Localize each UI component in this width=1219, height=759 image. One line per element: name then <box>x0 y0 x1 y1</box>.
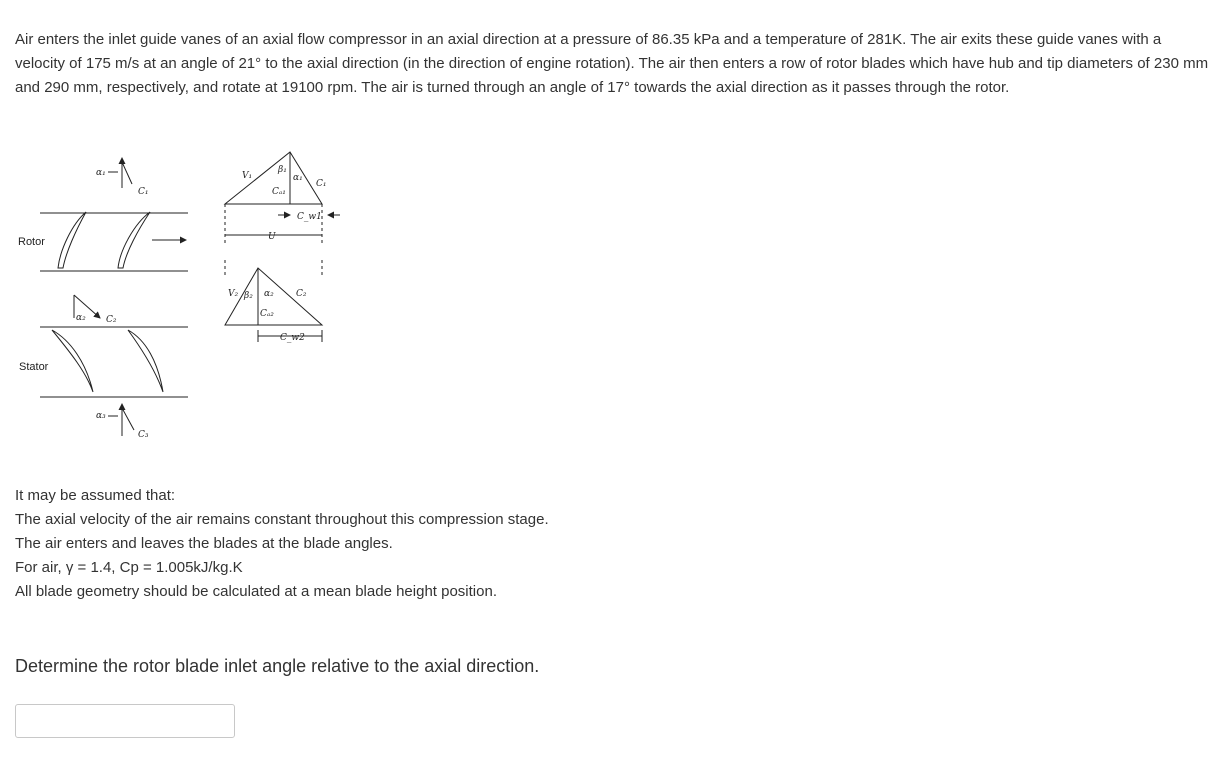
c3-line <box>122 408 134 430</box>
ca2-label: Cₐ₂ <box>260 309 274 319</box>
assumptions-intro: It may be assumed that: <box>15 487 176 504</box>
alpha2-label: α₂ <box>76 313 86 323</box>
assumptions-block <box>15 484 815 604</box>
alpha1-label: α₁ <box>96 168 106 178</box>
c1-label: C₁ <box>138 187 149 197</box>
assumption-item: The air enters and leaves the blades at the blade angles. <box>15 535 393 552</box>
velocity-diagram-svg <box>0 140 360 460</box>
c3-label: C₃ <box>138 430 149 440</box>
v1-label: V₁ <box>242 171 253 181</box>
assumption-item: All blade geometry should be calculated at a mean blade height position. <box>15 583 497 600</box>
c2-triangle-label: C₂ <box>296 289 307 299</box>
assumption-item: The axial velocity of the air remains constant throughout this compression stage. <box>15 511 549 528</box>
alpha1-triangle-label: α₁ <box>293 173 303 183</box>
cw1-label: C_w1 <box>297 212 322 222</box>
c1-triangle-label: C₁ <box>316 179 327 189</box>
c2-label: C₂ <box>106 315 117 325</box>
beta1-label: β₁ <box>278 165 287 175</box>
stator-blade-2 <box>128 330 163 392</box>
rotor-label: Rotor <box>18 236 45 248</box>
beta2-label: β₂ <box>244 291 253 301</box>
stator-blade-1 <box>52 330 93 392</box>
alpha2-triangle-label: α₂ <box>264 289 274 299</box>
alpha3-label: α₃ <box>96 411 106 421</box>
rotor-blade-1 <box>58 212 86 268</box>
assumption-item: For air, γ = 1.4, Cp = 1.005kJ/kg.K <box>15 559 243 576</box>
velocity-triangle-diagram <box>0 140 360 460</box>
c1-line <box>122 162 132 184</box>
u-label: U <box>268 232 276 242</box>
ca1-label: Cₐ₁ <box>272 187 286 197</box>
rotor-blade-2 <box>118 212 150 268</box>
stator-label: Stator <box>19 361 49 373</box>
problem-statement: Air enters the inlet guide vanes of an axial flow compressor in an axial direction at a pressure of 86.35 kPa and a temperature of 281K. The air exits these guide vanes with a velocity of 175 m/s at an angle of 21° to the axial direction (in the direction of engine rotation). The air then enters a row of rotor blades which have hub and tip diameters of 230 mm and 290 mm, respectively, and rotate at 19100 rpm. The air is turned through an angle of 17° towards the axial direction as it passes through the rotor. <box>15 31 1209 96</box>
answer-input[interactable] <box>15 704 235 738</box>
v2-label: V₂ <box>228 289 239 299</box>
question-text: Determine the rotor blade inlet angle relative to the axial direction. <box>15 656 540 676</box>
cw2-label: C_w2 <box>280 333 305 343</box>
